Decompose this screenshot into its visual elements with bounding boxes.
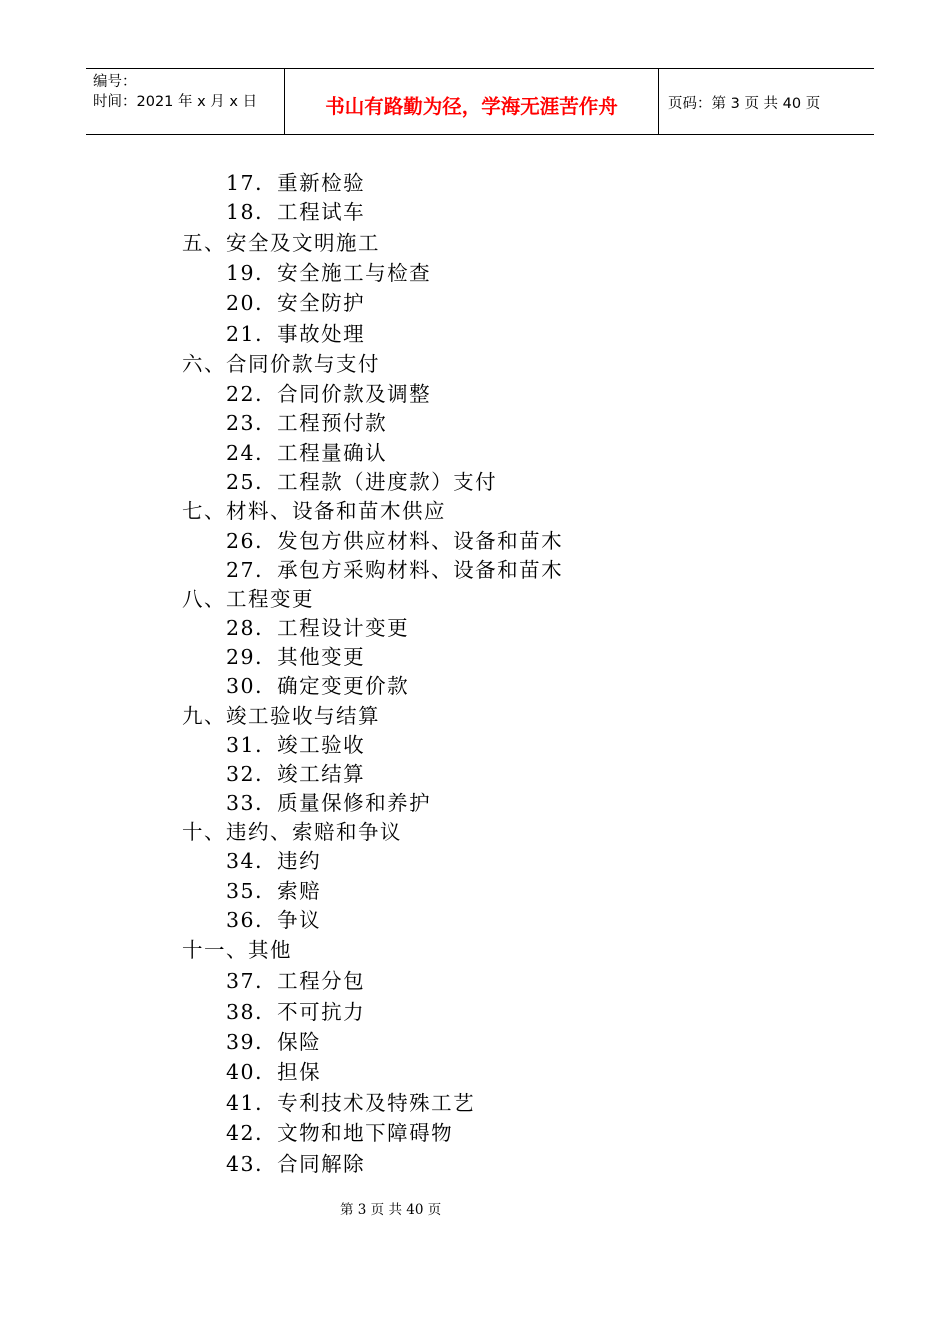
- toc-item: 38．不可抗力: [226, 1000, 366, 1024]
- toc-section-heading: 十一、其他: [182, 938, 292, 962]
- toc-section-heading: 八、工程变更: [182, 587, 314, 611]
- number-label: 编号：: [93, 74, 137, 90]
- toc-item: 21．事故处理: [226, 322, 366, 346]
- header-meta: [86, 69, 285, 134]
- toc-item: 19．安全施工与检查: [226, 261, 432, 285]
- page-header: [86, 68, 874, 135]
- page-footer: 第 3 页 共 40 页: [340, 1202, 442, 1218]
- toc-item: 39．保险: [226, 1030, 322, 1054]
- toc-item: 23．工程预付款: [226, 411, 388, 435]
- toc-item: 36．争议: [226, 908, 322, 932]
- toc-item: 28．工程设计变更: [226, 616, 410, 640]
- toc-item: 24．工程量确认: [226, 441, 388, 465]
- toc-section-heading: 五、安全及文明施工: [182, 231, 380, 255]
- toc-section-heading: 七、材料、设备和苗木供应: [182, 499, 446, 523]
- toc-item: 35．索赔: [226, 879, 322, 903]
- toc-item: 33．质量保修和养护: [226, 791, 432, 815]
- toc-item: 26．发包方供应材料、设备和苗木: [226, 529, 564, 553]
- time-label: 时间：2021 年 x 月 x 日: [93, 94, 258, 110]
- toc-item: 31．竣工验收: [226, 733, 366, 757]
- toc-section-heading: 十、违约、索赔和争议: [182, 820, 402, 844]
- toc-item: 17．重新检验: [226, 171, 366, 195]
- toc-item: 20．安全防护: [226, 291, 366, 315]
- header-page-label: 页码：第 3 页 共 40 页: [668, 96, 821, 112]
- toc-item: 41．专利技术及特殊工艺: [226, 1091, 476, 1115]
- toc-item: 30．确定变更价款: [226, 674, 410, 698]
- toc-item: 27．承包方采购材料、设备和苗木: [226, 558, 564, 582]
- toc-item: 32．竣工结算: [226, 762, 366, 786]
- toc-item: 43．合同解除: [226, 1152, 366, 1176]
- header-motto: 书山有路勤为径，学海无涯苦作舟: [285, 69, 659, 134]
- toc-item: 22．合同价款及调整: [226, 382, 432, 406]
- toc-section-heading: 九、竣工验收与结算: [182, 704, 380, 728]
- toc-item: 18．工程试车: [226, 200, 366, 224]
- toc-item: 34．违约: [226, 849, 322, 873]
- toc-item: 37．工程分包: [226, 969, 366, 993]
- toc-item: 40．担保: [226, 1060, 322, 1084]
- toc-section-heading: 六、合同价款与支付: [182, 352, 380, 376]
- toc-item: 25．工程款（进度款）支付: [226, 470, 498, 494]
- toc-item: 42．文物和地下障碍物: [226, 1121, 454, 1145]
- toc-item: 29．其他变更: [226, 645, 366, 669]
